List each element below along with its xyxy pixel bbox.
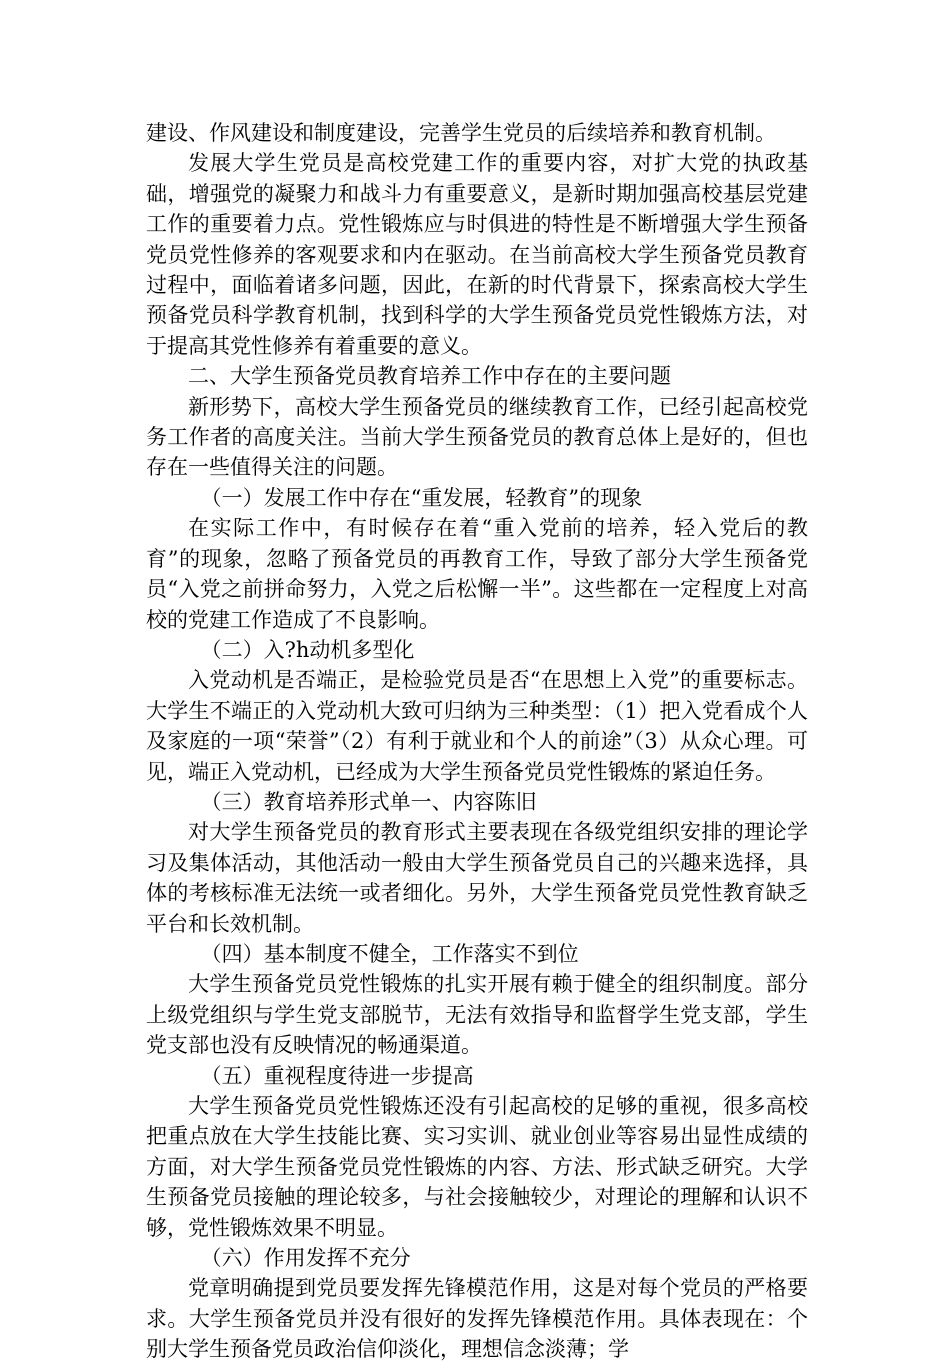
paragraph-sub-2: 入党动机是否端正，是检验党员是否“在思想上入党”的重要标志。大学生不端正的入党动机大致可归纳为三种类型：（1）把入党看成个人及家庭的一项“荣誉”（2）有利于就业和个人的前途”（3）从众心理。可见，端正入党动机，已经成为大学生预备党员党性锻炼的紧迫任务。 (146, 668, 808, 784)
subheading-3: （三）教育培养形式单一、内容陈旧 (200, 789, 537, 814)
paragraph-sub-5: 大学生预备党员党性锻炼还没有引起高校的足够的重视，很多高校把重点放在大学生技能比赛、实习实训、就业创业等容易出显性成绩的方面，对大学生预备党员党性锻炼的内容、方法、形式缺乏研究。大学生预备党员接触的理论较多，与社会接触较少，对理论的理解和认识不够，党性锻炼效果不明显。 (146, 1094, 808, 1240)
subheading-4: （四）基本制度不健全，工作落实不到位 (200, 941, 579, 966)
subheading-5: （五）重视程度待进一步提高 (200, 1063, 474, 1088)
paragraph-sub-4: 大学生预备党员党性锻炼的扎实开展有赖于健全的组织制度。部分上级党组织与学生党支部脱节，无法有效指导和监督学生党支部，学生党支部也没有反映情况的畅通渠道。 (146, 972, 808, 1058)
document-body (146, 118, 808, 1365)
subheading-1: （一）发展工作中存在“重发展，轻教育”的现象 (200, 485, 643, 510)
paragraph-sub-1: 在实际工作中，有时候存在着“重入党前的培养，轻入党后的教育”的现象，忽略了预备党员的再教育工作，导致了部分大学生预备党员“入党之前拼命努力，入党之后松懈一半”。这些都在一定程度上对高校的党建工作造成了不良影响。 (146, 516, 808, 632)
section-heading-2: 二、大学生预备党员教育培养工作中存在的主要问题 (188, 364, 671, 389)
paragraph-sub-3: 对大学生预备党员的教育形式主要表现在各级党组织安排的理论学习及集体活动，其他活动一般由大学生预备党员自己的兴趣来选择，具体的考核标准无法统一或者细化。另外，大学生预备党员党性教育缺乏平台和长效机制。 (146, 820, 808, 936)
paragraph-intro: 发展大学生党员是高校党建工作的重要内容，对扩大党的执政基础，增强党的凝聚力和战斗力有重要意义，是新时期加强高校基层党建工作的重要着力点。党性锻炼应与时俱进的特性是不断增强大学生预备党员党性修养的客观要求和内在驱动。在当前高校大学生预备党员教育过程中，面临着诸多问题，因此，在新的时代背景下，探索高校大学生预备党员科学教育机制，找到科学的大学生预备党员党性锻炼方法，对于提高其党性修养有着重要的意义。 (146, 151, 808, 358)
paragraph-section-2: 新形势下，高校大学生预备党员的继续教育工作，已经引起高校党务工作者的高度关注。当前大学生预备党员的教育总体上是好的，但也存在一些值得关注的问题。 (146, 394, 808, 480)
subheading-2: （二）入?h动机多型化 (200, 637, 415, 662)
paragraph-sub-6: 党章明确提到党员要发挥先锋模范作用，这是对每个党员的严格要求。大学生预备党员并没有很好的发挥先锋模范作用。具体表现在：个别大学生预备党员政治信仰淡化，理想信念淡薄；学 (146, 1276, 808, 1362)
subheading-6: （六）作用发挥不充分 (200, 1246, 411, 1271)
paragraph-continuation: 建设、作风建设和制度建设，完善学生党员的后续培养和教育机制。 (146, 121, 776, 145)
